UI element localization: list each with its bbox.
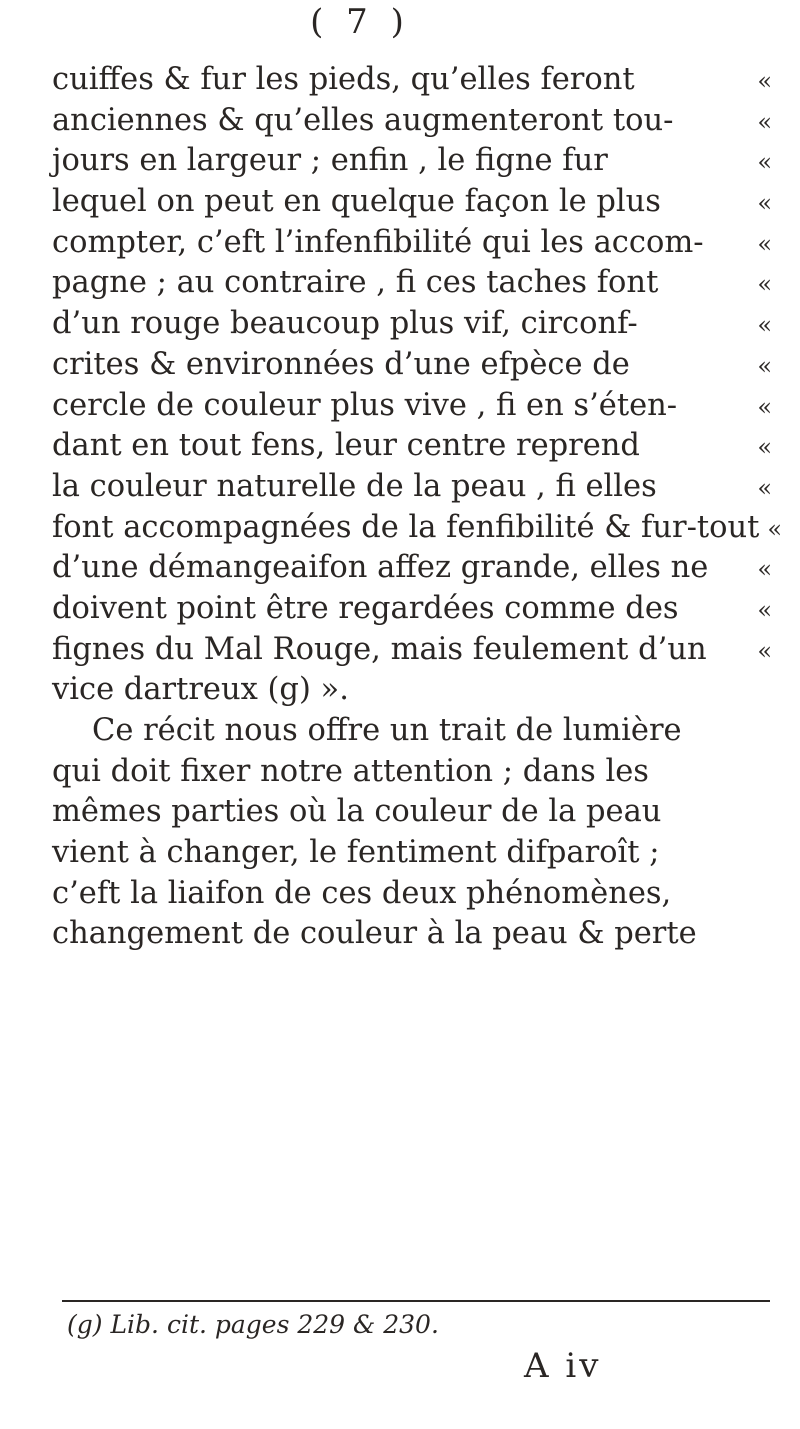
text-line (52, 426, 772, 467)
quote-mark: « (757, 229, 772, 258)
text-line (52, 752, 772, 793)
body-text (52, 60, 783, 955)
line-text: mêmes parties où la couleur de la peau (52, 794, 662, 830)
text-line (52, 345, 772, 386)
line-text: compter, c’eft l’infenfibilité qui les accom- (52, 224, 704, 260)
text-line (52, 60, 772, 101)
text-line (52, 182, 772, 223)
quote-mark: « (757, 270, 772, 299)
text-line (52, 304, 772, 345)
quote-mark: « (757, 433, 772, 462)
line-text: qui doit fixer notre attention ; dans les (52, 753, 649, 789)
line-text: vient à changer, le fentiment difparoît ; (52, 835, 660, 871)
line-text: crites & environnées d’une efpèce de (52, 346, 630, 382)
text-line (52, 833, 772, 874)
text-line (52, 467, 772, 508)
line-text: doivent point être regardées comme des (52, 590, 679, 626)
text-line (52, 914, 772, 955)
paragraph-start-line (52, 711, 772, 752)
line-text: cuiffes & fur les pieds, qu’elles feront (52, 62, 635, 97)
text-line (52, 589, 772, 630)
text-line (52, 670, 772, 711)
signature-mark: A iv (524, 1346, 602, 1386)
text-line (52, 630, 772, 671)
line-text: fignes du Mal Rouge, mais feulement d’un (52, 631, 707, 667)
text-line (52, 141, 772, 182)
line-text: cercle de couleur plus vive , fi en s’éten- (52, 387, 678, 423)
quote-mark: « (757, 351, 772, 380)
line-text: d’un rouge beaucoup plus vif, circonf- (52, 306, 638, 342)
line-text: vice dartreux (g) ». (52, 672, 349, 708)
text-line (52, 386, 772, 427)
quote-mark: « (757, 148, 772, 177)
line-text: d’une démangeaifon affez grande, elles ne (52, 550, 709, 586)
line-text: c’eft la liaifon de ces deux phénomènes, (52, 875, 672, 911)
text-line (52, 548, 772, 589)
quote-mark: « (757, 473, 772, 502)
quote-mark: « (757, 311, 772, 340)
line-text: jours en largeur ; enfin , le figne fur (52, 143, 608, 179)
text-line (52, 101, 772, 142)
text-line (52, 223, 772, 264)
footnote: (g) Lib. cit. pages 229 & 230. (67, 1310, 439, 1339)
quote-mark: « (757, 392, 772, 421)
line-text: lequel on peut en quelque façon le plus (52, 184, 661, 220)
quote-mark: « (757, 189, 772, 218)
line-text: anciennes & qu’elles augmenteront tou- (52, 102, 674, 138)
quote-mark: « (757, 636, 772, 665)
text-line (52, 874, 772, 915)
text-line (52, 263, 772, 304)
quote-mark: « (757, 595, 772, 624)
line-text: pagne ; au contraire , fi ces taches font (52, 265, 659, 301)
quote-mark: « (757, 67, 772, 95)
quote-mark: « (767, 514, 783, 543)
line-text: la couleur naturelle de la peau , fi elles (52, 468, 657, 504)
page-number: ( 7 ) (310, 2, 410, 42)
footnote-rule (62, 1300, 770, 1302)
text-line (52, 792, 772, 833)
text-line (52, 508, 783, 549)
line-text: dant en tout fens, leur centre reprend (52, 428, 640, 464)
quote-mark: « (757, 107, 772, 136)
quote-mark: « (757, 555, 772, 584)
line-text: font accompagnées de la fenfibilité & fur-tout (52, 509, 760, 545)
line-text: changement de couleur à la peau & perte (52, 916, 697, 952)
line-text: Ce récit nous offre un trait de lumière (92, 713, 682, 748)
